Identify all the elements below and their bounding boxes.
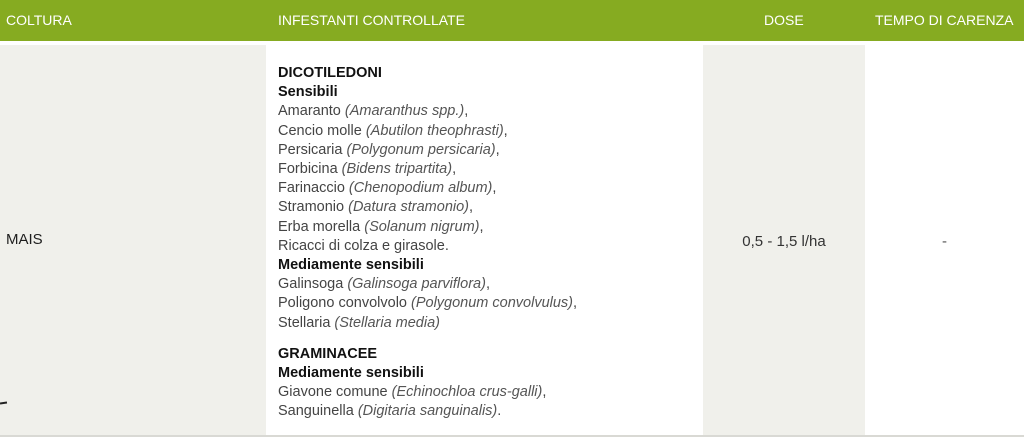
header-carenza: TEMPO DI CARENZA: [875, 12, 1014, 28]
weed-list: [278, 64, 577, 422]
weed-common-name: Stellaria: [278, 314, 335, 331]
weed-latin-name: (Stellaria media): [334, 314, 440, 331]
weed-latin-name: (Chenopodium album): [348, 180, 493, 197]
weed-latin-name: (Polygonum persicaria): [346, 141, 496, 158]
group-title: DICOTILEDONI: [278, 65, 382, 81]
infestanti-cell: [266, 45, 703, 437]
weed-item: [278, 160, 577, 179]
weed-latin-name: (Echinochloa crus-galli): [391, 384, 543, 401]
weed-punctuation: ,: [485, 276, 490, 293]
group-spacer: [278, 333, 577, 345]
weed-punctuation: ,: [452, 161, 457, 178]
weed-punctuation: ,: [464, 103, 469, 120]
carenza-value: -: [942, 233, 947, 250]
dose-cell: [703, 45, 865, 437]
weed-latin-name: (Digitaria sanguinalis): [357, 403, 498, 420]
table-row: [0, 45, 1024, 437]
weed-item: [278, 141, 577, 160]
weed-common-name: Farinaccio: [278, 180, 349, 197]
weed-punctuation: .: [497, 403, 502, 420]
header-dose: DOSE: [764, 12, 804, 28]
weed-common-name: Poligono convolvolo: [278, 295, 412, 312]
mediamente-sensibili-label: Mediamente sensibili: [278, 257, 424, 274]
weed-common-name: Amaranto: [278, 103, 345, 120]
weed-item: [278, 383, 577, 402]
weed-punctuation: ,: [495, 141, 500, 158]
weed-common-name: Erba morella: [278, 218, 365, 235]
weed-punctuation: ,: [573, 295, 578, 312]
carenza-cell: [865, 45, 1024, 437]
weed-common-name: Ricacci di colza e girasole.: [278, 237, 449, 254]
header-infestanti: INFESTANTI CONTROLLATE: [278, 12, 465, 28]
weed-latin-name: (Amaranthus spp.): [344, 103, 465, 120]
weed-latin-name: (Solanum nigrum): [364, 218, 480, 235]
weed-item: [278, 294, 577, 313]
weed-common-name: Forbicina: [278, 161, 342, 178]
header-coltura: COLTURA: [6, 12, 72, 28]
sensibili-label: Sensibili: [278, 84, 338, 101]
weed-punctuation: ,: [479, 218, 484, 235]
weed-item: [278, 314, 577, 333]
mediamente-sensibili-label: Mediamente sensibili: [278, 365, 424, 382]
weed-item: [278, 218, 577, 237]
weed-punctuation: ,: [542, 384, 547, 401]
weed-latin-name: (Bidens tripartita): [341, 161, 453, 178]
weed-item: [278, 179, 577, 198]
weed-latin-name: (Abutilon theophrasti): [365, 122, 504, 139]
dose-value: 0,5 - 1,5 l/ha: [742, 233, 826, 250]
weed-common-name: Sanguinella: [278, 403, 358, 420]
weed-item: [278, 237, 577, 256]
weed-punctuation: ,: [469, 199, 474, 216]
coltura-cell: [0, 45, 266, 437]
weed-common-name: Stramonio: [278, 199, 349, 216]
weed-latin-name: (Galinsoga parviflora): [347, 276, 486, 293]
weed-item: [278, 275, 577, 294]
weed-common-name: Giavone comune: [278, 384, 392, 401]
weed-latin-name: (Datura stramonio): [348, 199, 469, 216]
weed-item: [278, 102, 577, 121]
weed-item: [278, 402, 577, 421]
table-header: [0, 0, 1024, 41]
weed-punctuation: ,: [503, 122, 508, 139]
weed-common-name: Galinsoga: [278, 276, 348, 293]
group-title: GRAMINACEE: [278, 345, 378, 362]
weed-latin-name: (Polygonum convolvulus): [411, 295, 574, 312]
weed-punctuation: ,: [492, 180, 497, 197]
weed-common-name: Cencio molle: [278, 122, 366, 139]
weed-item: [278, 122, 577, 141]
weed-common-name: Persicaria: [278, 141, 347, 158]
weed-item: [278, 198, 577, 217]
crop-name: MAIS: [6, 231, 43, 248]
